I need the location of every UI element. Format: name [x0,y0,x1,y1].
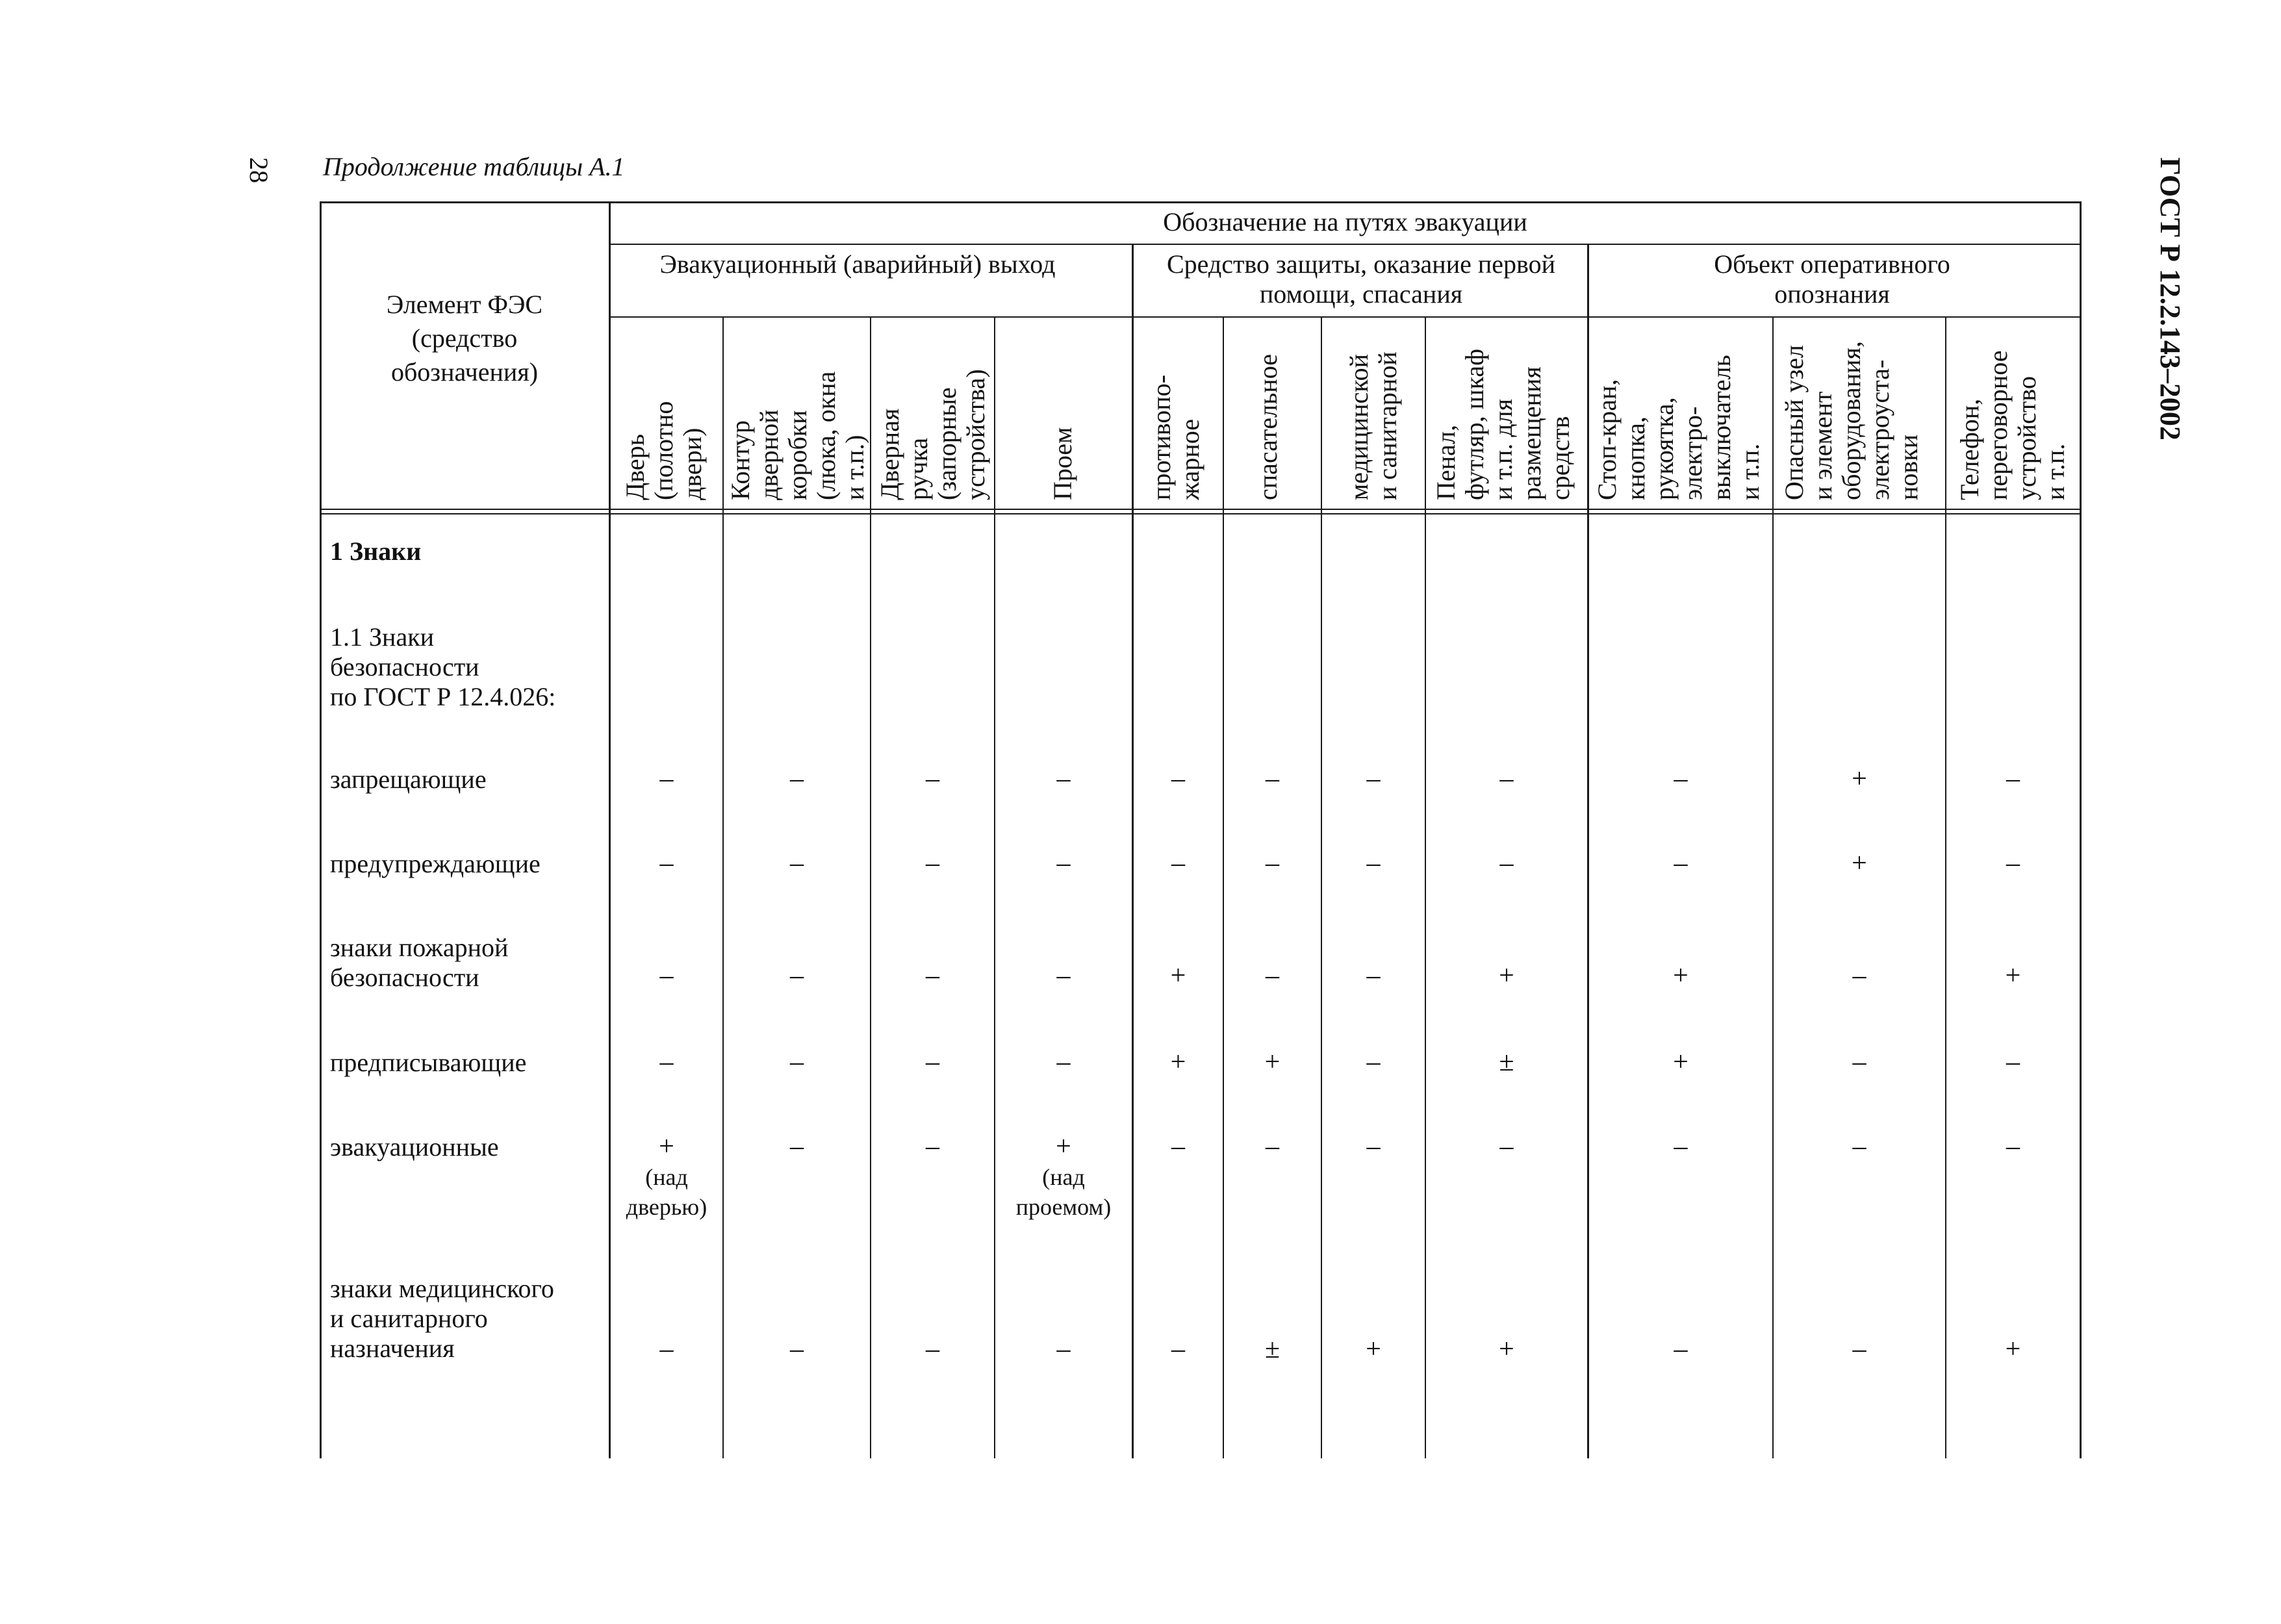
table-cell: – [926,961,939,991]
table-cell: – [1674,764,1688,794]
group-header-identification: Объект оперативного опознания [1714,249,1950,309]
table-cell: – [1056,1334,1071,1364]
table-cell: – [1056,848,1071,878]
table-cell: – [659,1334,674,1364]
column-header-phone: Телефон, переговорное устройство и т.п. [1955,350,2070,500]
table-cell: – [1674,1132,1688,1161]
table-left-border [320,201,322,1458]
table-cell: – [790,1132,804,1161]
standard-code: ГОСТ Р 12.2.143–2002 [2154,157,2186,440]
table-cell: – [790,764,804,794]
col-divider-6 [1321,316,1322,1458]
table-cell: – [2006,1047,2020,1077]
table-cell: – [926,848,939,878]
table-cell: – [1366,1132,1381,1161]
table-cell: + [1056,1132,1071,1161]
table-cell: + [1499,961,1514,991]
table-cell: + [659,1132,674,1161]
group-header-protection: Средство защиты, оказание первой помощи, спасания [1166,249,1556,309]
table-cell: + [2005,961,2021,991]
table-cell: – [1171,848,1185,878]
column-header-door: Дверь (полотно двери) [620,401,707,500]
table-cell: – [1499,848,1514,878]
column-header-fire: противопо- жарное [1147,374,1204,500]
row-label-medical: знаки медицинского и санитарного назначения [330,1274,554,1363]
table-cell: – [1366,764,1381,794]
col-divider-9 [1772,316,1774,1458]
table-cell: – [1499,1132,1514,1161]
table-cell: – [1056,1047,1071,1077]
table-cell: – [1499,764,1514,794]
table-cell: – [2006,848,2020,878]
table-cell: – [1366,1047,1381,1077]
section-title: 1 Знаки [330,537,422,566]
table-cell: ± [1264,1334,1281,1364]
table-cell: – [790,1047,804,1077]
header-bottom-line-2 [320,513,2082,514]
row-label-prohibiting: запрещающие [330,765,487,794]
table-cell: – [790,961,804,991]
table-cell: – [1852,1132,1867,1161]
table-cell: – [659,961,674,991]
table-cell: – [1674,1334,1688,1364]
column-header-stop: Стоп-кран, кнопка, рукоятка, электро- выключатель и т.п. [1592,355,1765,500]
group-header-exit: Эвакуационный (аварийный) выход [659,249,1056,279]
table-cell: – [926,1334,939,1364]
table-cell: – [926,1047,939,1077]
row-label-fire-safety: знаки пожарной безопасности [330,933,509,992]
column-header-handle: Дверная ручка (запорные устройства) [875,369,990,500]
table-cell: – [1056,764,1071,794]
table-cell: – [659,848,674,878]
door-note: (над дверью) [626,1164,707,1220]
table-top-border [320,201,2082,203]
col-divider-0 [609,201,611,1458]
table-cell: + [1499,1334,1514,1364]
group-line [609,316,2082,318]
col-divider-3 [994,316,995,1458]
row-label-warning: предупреждающие [330,849,541,878]
table-cell: ± [1499,1047,1514,1077]
opening-note: (над проемом) [1015,1164,1112,1220]
table-cell: – [1266,764,1279,794]
table-cell: – [2006,764,2020,794]
table-cell: – [659,764,674,794]
table-caption: Продолжение таблицы А.1 [323,152,625,181]
table-cell: + [1673,961,1688,991]
table-cell: – [1852,961,1867,991]
table-cell: – [2006,1132,2020,1161]
table-right-border [2080,201,2082,1458]
top-header: Обозначение на путях эвакуации [1163,207,1527,236]
col-divider-10 [1945,316,1946,1458]
first-column-header: Элемент ФЭС (средство обозначения) [386,290,543,387]
table-cell: + [1170,961,1186,991]
table-cell: – [1171,1334,1185,1364]
table-cell: – [1366,848,1381,878]
table-cell: – [926,1132,939,1161]
table-cell: – [1171,1132,1185,1161]
table-cell: – [926,764,939,794]
table-cell: – [1852,1334,1867,1364]
table-cell: – [1266,848,1279,878]
table-cell: – [1366,961,1381,991]
table-cell: – [1674,848,1688,878]
row-label-evacuation: эвакуационные [330,1132,499,1161]
col-divider-5 [1223,316,1224,1458]
subsection-title: 1.1 Знаки безопасности по ГОСТ Р 12.4.026: [330,622,556,711]
table-cell: + [1852,764,1867,794]
page-number: 28 [244,157,274,183]
table-cell: – [1056,961,1071,991]
col-divider-1 [722,316,724,1458]
table-cell: + [2005,1334,2021,1364]
subheader-line [609,244,2082,245]
table-cell: – [1266,1132,1279,1161]
table-cell: + [1852,848,1867,878]
table-cell: + [1673,1047,1688,1077]
header-bottom-line-1 [320,509,2082,510]
table-cell: + [1264,1047,1281,1077]
table-cell: + [1366,1334,1381,1364]
table-cell: + [1170,1047,1186,1077]
row-label-mandatory: предписывающие [330,1048,527,1077]
column-header-opening: Проем [1048,427,1077,500]
table-cell: – [659,1047,674,1077]
col-divider-2 [870,316,871,1458]
table-cell: – [790,1334,804,1364]
table-cell: – [1266,961,1279,991]
table-cell: – [1171,764,1185,794]
table-cell: – [1852,1047,1867,1077]
column-header-hazard: Опасный узел и элемент оборудования, электроуста- новки [1779,341,1923,500]
column-header-medical: медицинской и санитарной [1344,351,1402,500]
table-cell: – [790,848,804,878]
col-divider-7 [1425,316,1426,1458]
column-header-rescue: спасательное [1253,354,1282,500]
column-header-case: Пенал, футляр, шкаф и т.п. для размещения средств [1431,348,1575,500]
column-header-frame: Контур дверной коробки (люка, окна и т.п.) [726,371,869,500]
